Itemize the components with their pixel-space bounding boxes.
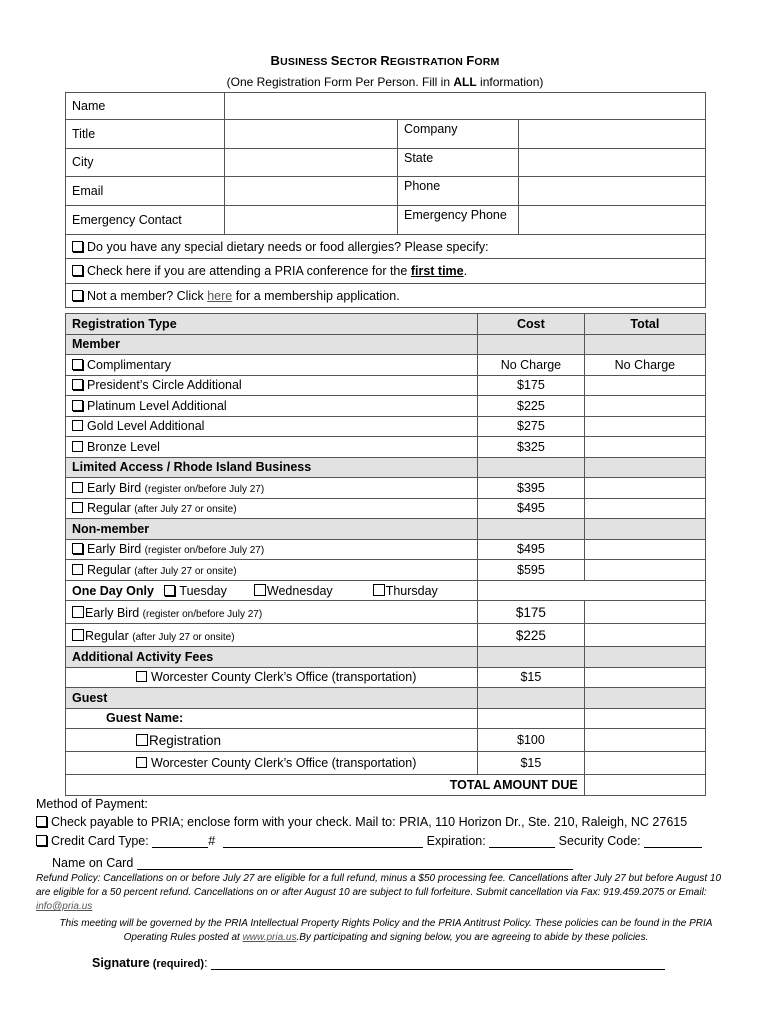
bronze-cost: $325 <box>478 437 585 458</box>
nonmember-early-bird-option[interactable]: Early Bird (register on/before July 27) <box>66 539 478 560</box>
contact-info-table <box>65 92 706 308</box>
bronze-checkbox[interactable] <box>72 441 83 452</box>
governance-statement: This meeting will be governed by the PRIA Intellectual Property Rights Policy and the PRIA Antitrust Policy. These policies can be found in the PRIA Operating Rules posted at www.pria.us.By participating and signing below, you are agreeing to abide by these policies. <box>59 918 713 943</box>
one-day-early-bird-checkbox[interactable] <box>72 606 84 618</box>
dietary-checkbox[interactable] <box>72 241 83 252</box>
one-day-early-bird-option[interactable]: Early Bird (register on/before July 27) <box>66 601 478 624</box>
card-type-field[interactable] <box>152 833 208 848</box>
title-field[interactable] <box>225 119 398 148</box>
guest-worcester-checkbox[interactable] <box>136 757 147 768</box>
gold-total[interactable] <box>584 416 705 437</box>
phone-field[interactable] <box>519 177 706 206</box>
tuesday-label: Tuesday <box>179 583 227 598</box>
not-member-checkbox[interactable] <box>72 290 83 301</box>
limited-early-bird-checkbox[interactable] <box>72 482 83 493</box>
complimentary-cost: No Charge <box>478 355 585 376</box>
emergency-phone-label: Emergency Phone <box>398 206 519 235</box>
worcester-checkbox[interactable] <box>136 671 147 682</box>
guest-registration-cost: $100 <box>478 729 585 752</box>
security-code-field[interactable] <box>644 833 702 848</box>
one-day-regular-option[interactable]: Regular (after July 27 or onsite) <box>66 624 478 647</box>
platinum-checkbox[interactable] <box>72 400 83 411</box>
membership-link[interactable]: here <box>207 288 233 303</box>
email-label: Email <box>66 177 225 206</box>
complimentary-checkbox[interactable] <box>72 359 83 370</box>
guest-registration-option[interactable]: Registration <box>66 729 478 752</box>
bronze-total[interactable] <box>584 437 705 458</box>
first-time-checkbox[interactable] <box>72 265 83 276</box>
presidents-circle-cost: $175 <box>478 375 585 396</box>
platinum-total[interactable] <box>584 396 705 417</box>
limited-access-section: Limited Access / Rhode Island Business <box>66 457 478 478</box>
nonmember-regular-checkbox[interactable] <box>72 564 83 575</box>
first-time-row[interactable]: Check here if you are attending a PRIA conference for the first time. <box>66 259 706 284</box>
limited-early-bird-total[interactable] <box>584 478 705 499</box>
guest-worcester-option[interactable]: Worcester County Clerk’s Office (transportation) <box>66 752 478 775</box>
nonmember-regular-cost: $595 <box>478 560 585 581</box>
pria-website-link[interactable]: www.pria.us <box>242 932 297 943</box>
cost-header: Cost <box>478 314 585 335</box>
thursday-checkbox[interactable] <box>373 584 385 596</box>
platinum-option[interactable]: Platinum Level Additional <box>66 396 478 417</box>
limited-regular-option[interactable]: Regular (after July 27 or onsite) <box>66 498 478 519</box>
one-day-early-bird-total[interactable] <box>584 601 705 624</box>
refund-policy: Refund Policy: Cancellations on or before July 27 are eligible for a full refund, minus a $50 processing fee. Cancellations after July 27 but before August 10 are eligible for a 50 percent refund. Cancellations on or after August 10 are subject to full forfeiture. Submit cancellation via Fax: 919.459.2075 or Email: info@pria.us <box>36 873 722 912</box>
nonmember-early-bird-checkbox[interactable] <box>72 543 83 554</box>
membership-row: Not a member? Click here for a membership application. <box>66 283 706 308</box>
form-title: BUSINESS SECTOR REGISTRATION FORM <box>270 53 500 68</box>
wednesday-checkbox[interactable] <box>254 584 266 596</box>
name-on-card-field[interactable] <box>137 855 573 870</box>
company-label: Company <box>398 119 519 148</box>
presidents-circle-total[interactable] <box>584 375 705 396</box>
one-day-regular-cost: $225 <box>478 624 585 647</box>
wednesday-label: Wednesday <box>266 583 333 598</box>
limited-early-bird-cost: $395 <box>478 478 585 499</box>
total-amount-due-label: TOTAL AMOUNT DUE <box>66 775 585 796</box>
emergency-contact-field[interactable] <box>225 206 398 235</box>
presidents-circle-option[interactable]: President’s Circle Additional <box>66 375 478 396</box>
one-day-regular-checkbox[interactable] <box>72 629 84 641</box>
signature-field[interactable] <box>211 955 665 970</box>
method-of-payment: Method of Payment: <box>36 797 148 811</box>
nonmember-early-bird-total[interactable] <box>584 539 705 560</box>
tuesday-checkbox[interactable] <box>164 585 175 596</box>
name-label: Name <box>66 93 225 120</box>
bronze-option[interactable]: Bronze Level <box>66 437 478 458</box>
nonmember-early-bird-cost: $495 <box>478 539 585 560</box>
platinum-cost: $225 <box>478 396 585 417</box>
limited-regular-total[interactable] <box>584 498 705 519</box>
guest-section: Guest <box>66 688 478 709</box>
worcester-total[interactable] <box>584 667 705 688</box>
state-label: State <box>398 148 519 177</box>
city-field[interactable] <box>225 148 398 177</box>
gold-option[interactable]: Gold Level Additional <box>66 416 478 437</box>
total-amount-due-field[interactable] <box>584 775 705 796</box>
guest-worcester-cost: $15 <box>478 752 585 775</box>
one-day-row <box>66 580 478 601</box>
city-label: City <box>66 148 225 177</box>
name-field[interactable] <box>225 93 706 120</box>
one-day-regular-total[interactable] <box>584 624 705 647</box>
gold-cost: $275 <box>478 416 585 437</box>
card-number-field[interactable] <box>223 833 423 848</box>
expiration-field[interactable] <box>489 833 555 848</box>
title-label: Title <box>66 119 225 148</box>
non-member-section: Non-member <box>66 519 478 540</box>
credit-card-row: Credit Card Type: # Expiration: Security Code: <box>36 833 702 848</box>
guest-registration-checkbox[interactable] <box>136 734 148 746</box>
member-section: Member <box>66 334 478 355</box>
complimentary-total: No Charge <box>584 355 705 376</box>
additional-fees-section: Additional Activity Fees <box>66 647 478 668</box>
refund-email-link[interactable]: info@pria.us <box>36 901 93 912</box>
limited-regular-checkbox[interactable] <box>72 502 83 513</box>
nonmember-regular-option[interactable]: Regular (after July 27 or onsite) <box>66 560 478 581</box>
limited-early-bird-option[interactable]: Early Bird (register on/before July 27) <box>66 478 478 499</box>
name-on-card-row: Name on Card <box>52 855 573 870</box>
thursday-label: Thursday <box>385 583 438 598</box>
check-payment-checkbox[interactable] <box>36 816 47 827</box>
emergency-contact-label: Emergency Contact <box>66 206 225 235</box>
registration-type-header: Registration Type <box>66 314 478 335</box>
guest-name-row[interactable]: Guest Name: <box>66 708 478 729</box>
check-payment-row: Check payable to PRIA; enclose form with your check. Mail to: PRIA, 110 Horizon Dr., Ste. 210, Raleigh, NC 27615 <box>36 815 687 829</box>
one-day-early-bird-cost: $175 <box>478 601 585 624</box>
form-subtitle: (One Registration Form Per Person. Fill in ALL information) <box>226 75 544 89</box>
gold-checkbox[interactable] <box>72 420 83 431</box>
presidents-circle-checkbox[interactable] <box>72 379 83 390</box>
dietary-row[interactable]: Do you have any special dietary needs or food allergies? Please specify: <box>66 234 706 259</box>
worcester-option[interactable]: Worcester County Clerk’s Office (transportation) <box>66 667 478 688</box>
state-field[interactable] <box>519 148 706 177</box>
email-field[interactable] <box>225 177 398 206</box>
phone-label: Phone <box>398 177 519 206</box>
signature-row: Signature (required): <box>92 955 665 970</box>
credit-card-checkbox[interactable] <box>36 835 47 846</box>
one-day-label: One Day Only <box>72 583 154 598</box>
company-field[interactable] <box>519 119 706 148</box>
nonmember-regular-total[interactable] <box>584 560 705 581</box>
guest-registration-total[interactable] <box>584 729 705 752</box>
guest-worcester-total[interactable] <box>584 752 705 775</box>
complimentary-option[interactable]: Complimentary <box>66 355 478 376</box>
limited-regular-cost: $495 <box>478 498 585 519</box>
emergency-phone-field[interactable] <box>519 206 706 235</box>
worcester-cost: $15 <box>478 667 585 688</box>
total-header: Total <box>584 314 705 335</box>
registration-table <box>65 313 706 796</box>
